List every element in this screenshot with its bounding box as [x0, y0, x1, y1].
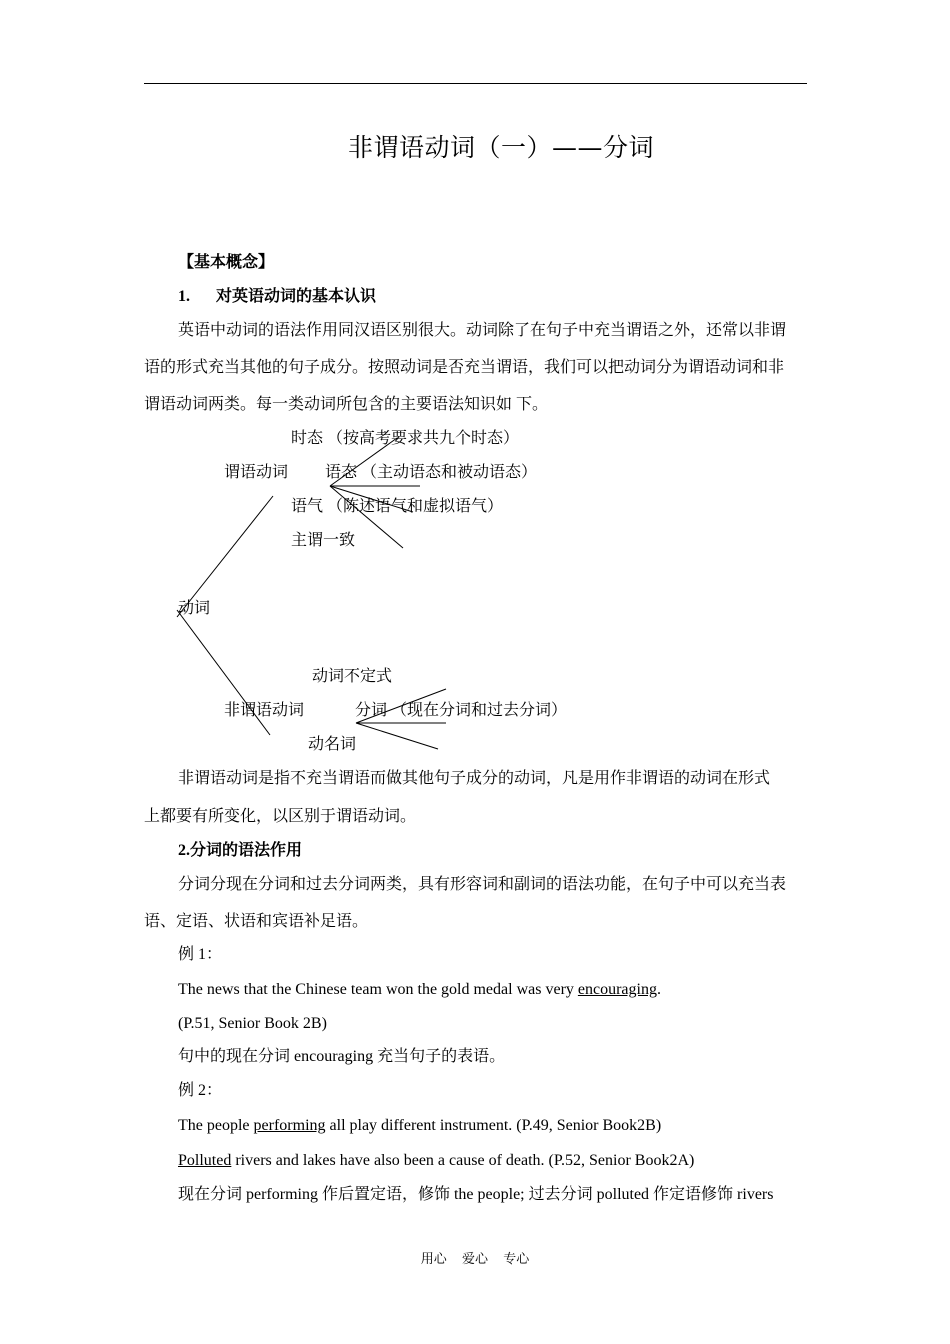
section-heading: 【基本概念】 [178, 254, 275, 271]
example-1-sentence [178, 979, 661, 1001]
paragraph-3-line-1: 分词分现在分词和过去分词两类，具有形容词和副词的语法功能，在句子中可以充当表 [178, 876, 787, 893]
diagram-predicate-item-mood: 语气 （陈述语气和虚拟语气） [291, 498, 504, 515]
diagram-predicate-label: 谓语动词 [224, 464, 289, 481]
paragraph-3-line-2: 语、定语、状语和宾语补足语。 [144, 913, 369, 930]
diagram-predicate-item-voice: 语态 （主动语态和被动语态） [325, 464, 538, 481]
example-1-underlined-word: encouraging [577, 981, 657, 998]
example-2-sentence-1-end: all play different instrument. (P.49, Senior Book2B) [325, 1117, 662, 1134]
diagram-nonpredicate-item-gerund: 动名词 [308, 736, 357, 753]
example-1-source: (P.51, Senior Book 2B) [178, 1015, 327, 1032]
paragraph-1-line-3: 谓语动词两类。每一类动词所包含的主要语法知识如 下。 [144, 396, 549, 413]
example-2-sentence-2-rest: rivers and lakes have also been a cause of death. (P.52, Senior Book2A) [231, 1152, 695, 1169]
diagram-predicate-item-tense: 时态 （按高考要求共九个时态） [291, 430, 520, 447]
header-rule [144, 83, 807, 84]
subheading-1-number: 1. [178, 288, 190, 305]
example-1-sentence-end: . [656, 981, 661, 998]
page-title: 非谓语动词（一）——分词 [347, 133, 654, 162]
example-2-sentence-1 [178, 1115, 661, 1137]
paragraph-1-line-2: 语的形式充当其他的句子成分。按照动词是否充当谓语，我们可以把动词分为谓语动词和非 [144, 359, 785, 376]
example-2-sentence-1-underlined-word: performing [253, 1117, 326, 1134]
subheading-1 [178, 286, 376, 308]
diagram-predicate-item-agreement: 主谓一致 [291, 532, 356, 549]
example-1-label: 例 1： [178, 946, 223, 963]
paragraph-1-line-1: 英语中动词的语法作用同汉语区别很大。动词除了在句子中充当谓语之外，还常以非谓 [178, 322, 787, 339]
example-2-sentence-1-start: The people [178, 1117, 254, 1134]
example-1-sentence-start: The news that the Chinese team won the gold medal was very [178, 981, 578, 998]
diagram-root: 动词 [178, 600, 211, 617]
diagram-nonpredicate-item-participle: 分词 （现在分词和过去分词） [355, 702, 568, 719]
page-footer: 用心 爱心 专心 [420, 1251, 530, 1266]
subheading-2: 2.分词的语法作用 [178, 842, 303, 859]
example-2-note: 现在分词 performing 作后置定语，修饰 the people; 过去分词 polluted 作定语修饰 rivers [178, 1186, 774, 1203]
paragraph-2-line-1: 非谓语动词是指不充当谓语而做其他句子成分的动词，凡是用作非谓语的动词在形式 [178, 770, 771, 787]
example-2-sentence-2 [178, 1150, 694, 1172]
example-2-label: 例 2： [178, 1082, 223, 1099]
diagram-nonpredicate-item-infinitive: 动词不定式 [312, 668, 393, 685]
example-2-sentence-2-underlined-word: Polluted [178, 1152, 232, 1169]
subheading-1-text: 对英语动词的基本认识 [216, 288, 377, 305]
paragraph-2-line-2: 上都要有所变化，以区别于谓语动词。 [144, 808, 417, 825]
diagram-nonpredicate-label: 非谓语动词 [224, 702, 305, 719]
example-1-note: 句中的现在分词 encouraging 充当句子的表语。 [178, 1048, 506, 1065]
